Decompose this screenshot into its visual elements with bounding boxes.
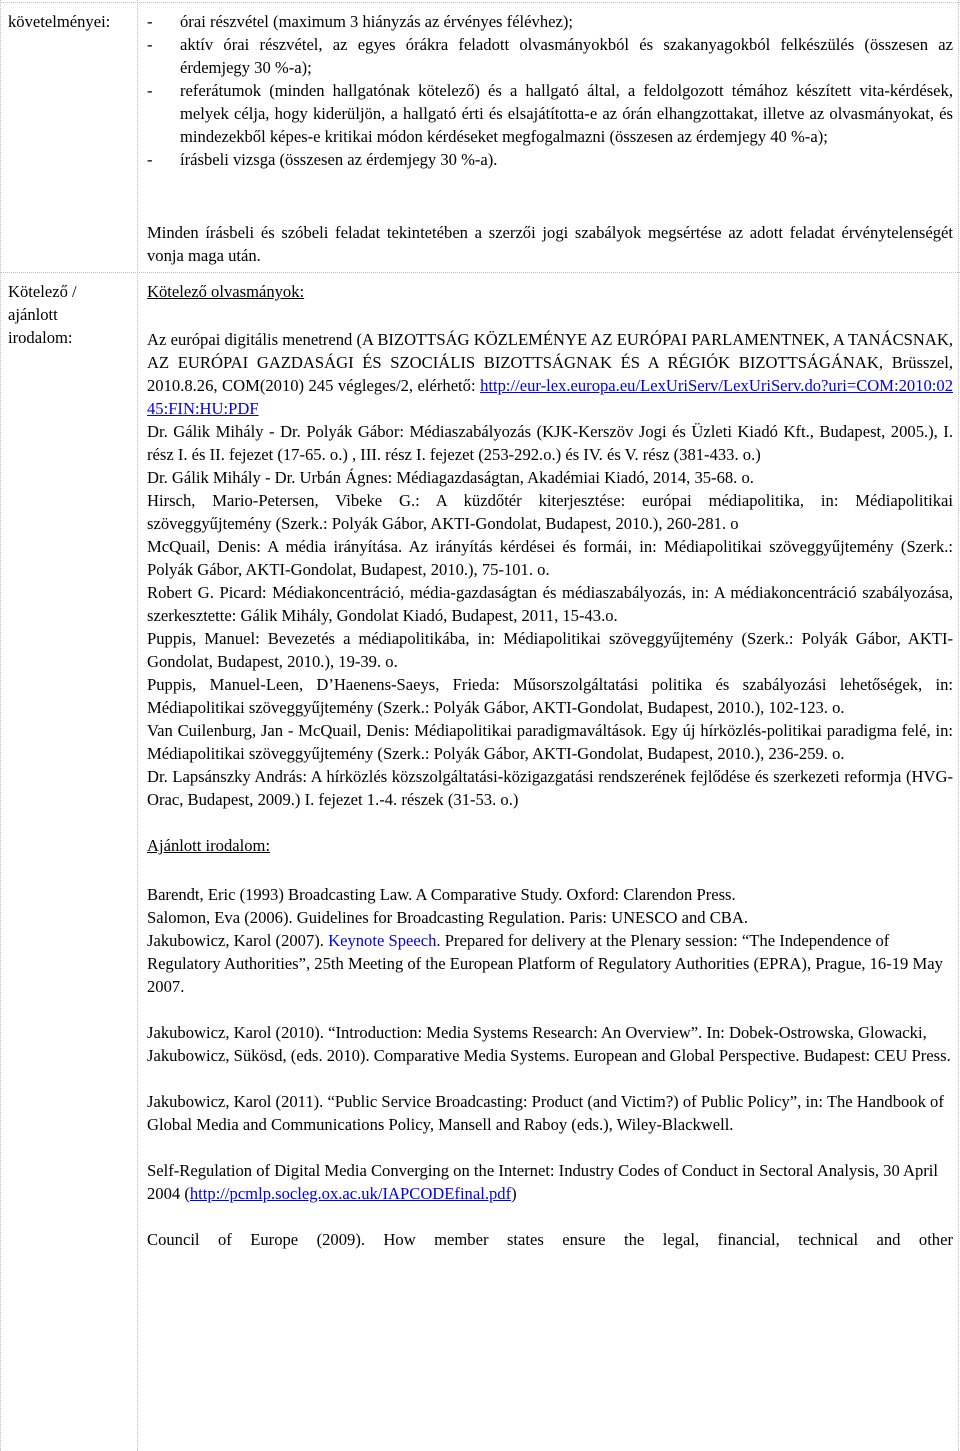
- recommended-item: [147, 929, 953, 998]
- reference-text: ): [511, 1184, 517, 1203]
- list-item: [147, 33, 953, 79]
- list-item-text: referátumok (minden hallgatónak kötelező) és a hallgató által, a feldolgozott témához készített vita-kérdések, melyek célja, hogy kiderüljön, a hallgató érti és elsajátította-e az órán elhangzottakat, illetve az olvasmányokat, és mindezekből képes-e kritikai módon kérdéseket megfogalmazni (összesen az érdemjegy 40 %-a);: [180, 81, 953, 146]
- requirements-cell: [147, 10, 953, 171]
- list-item: [147, 79, 953, 148]
- recommended-heading: [147, 834, 953, 857]
- mandatory-item: Dr. Gálik Mihály - Dr. Polyák Gábor: Médiaszabályozás (KJK-Kerszöv Jogi és Üzleti Kiadó Kft., Budapest, 2005.), I. rész I. és II. fejezet (17-65. o.) , III. rész I. fejezet (253-292.o.) és IV. és V. rész (381-433. o.): [147, 422, 953, 464]
- table-border-left: [0, 0, 1, 1451]
- literature-label-line: Kötelező /: [8, 282, 77, 301]
- recommended-item: Jakubowicz, Karol (2011). “Public Service Broadcasting: Product (and Victim?) of Public Policy”, in: The Handbook of Global Media and Communications Policy, Mansell and Raboy (eds.), Wiley-Blackwell.: [147, 1092, 944, 1134]
- recommended-item: Barendt, Eric (1993) Broadcasting Law. A Comparative Study. Oxford: Clarendon Press.: [147, 885, 736, 904]
- mandatory-item: Puppis, Manuel-Leen, D’Haenens-Saeys, Frieda: Műsorszolgáltatási politika és szabályozási lehetőségek, in: Médiapolitikai szöveggyűjtemény (Szerk.: Polyák Gábor, AKTI-Gondolat, Budapest, 2010.), 102-123. o.: [147, 675, 953, 717]
- list-item: [147, 10, 953, 33]
- reference-text: Prepared for delivery at the Plenary session: “The Independence of Regulatory Authorities”, 25th Meeting of the European Platform of Regulatory Authorities (EPRA), Prague, 16-19 May 2007.: [147, 931, 943, 996]
- list-item-text: írásbeli vizsga (összesen az érdemjegy 30 %-a).: [180, 150, 498, 169]
- reference-text: Az európai digitális menetrend (A BIZOTTSÁG KÖZLEMÉNYE AZ EURÓPAI PARLAMENTNEK, A TANÁCSNAK, AZ EURÓPAI GAZDASÁGI ÉS SZOCIÁLIS BIZOTTSÁGNAK ÉS A RÉGIÓK BIZOTTSÁGÁNAK, Brüsszel, 2010.8.26, COM(2010) 245 végleges/2, elérhető:: [147, 330, 953, 395]
- literature-label: [8, 280, 133, 349]
- reference-text: Self-Regulation of Digital Media Converging on the Internet: Industry Codes of Conduct in Sectoral Analysis, 30 April 2004 (: [147, 1161, 939, 1203]
- table-border-top: [0, 2, 960, 3]
- requirements-list: [147, 10, 953, 171]
- copyright-note: Minden írásbeli és szóbeli feladat tekintetében a szerzői jogi szabályok megsértése az adott feladat érvénytelenségét vonja maga után.: [147, 223, 953, 265]
- literature-label-line: irodalom:: [8, 328, 73, 347]
- list-item: [147, 148, 953, 171]
- mandatory-item: Dr. Lapsánszky András: A hírközlés közszolgáltatási-közigazgatási rendszerének fejlődése és szerkezeti reformja (HVG-Orac, Budapest, 2009.) I. fejezet 1.-4. részek (31-53. o.): [147, 767, 953, 809]
- reference-text: Jakubowicz, Karol (2007).: [147, 931, 324, 950]
- recommended-item: Salomon, Eva (2006). Guidelines for Broadcasting Regulation. Paris: UNESCO and CBA.: [147, 908, 748, 927]
- list-item-text: órai részvétel (maximum 3 hiányzás az érvényes félévhez);: [180, 12, 573, 31]
- mandatory-item: [147, 328, 953, 420]
- reference-link[interactable]: http://eur-lex.europa.eu/LexUriServ/LexUriServ.do?uri=COM:2010:0245:FIN:HU:PDF: [147, 376, 953, 418]
- mandatory-heading: [147, 280, 953, 303]
- spacer: [147, 857, 953, 883]
- recommended-item: [147, 1159, 953, 1205]
- keynote-link[interactable]: Keynote Speech.: [328, 931, 441, 950]
- mandatory-item: Robert G. Picard: Médiakoncentráció, média-gazdaságtan és médiaszabályozás, in: A médiakoncentráció szabályozása, szerkesztette: Gálik Mihály, Gondolat Kiadó, Budapest, 2011, 15-43.o.: [147, 583, 953, 625]
- recommended-heading-text: Ajánlott irodalom:: [147, 836, 271, 855]
- spacer: [147, 303, 953, 326]
- spacer: [147, 998, 953, 1021]
- list-item-text: aktív órai részvétel, az egyes órákra feladott olvasmányokból és szakanyagokból felkészülés (összesen az érdemjegy 30 %-a);: [180, 35, 953, 77]
- list-dash: -: [147, 150, 153, 169]
- spacer: [147, 1067, 953, 1090]
- spacer: [147, 1205, 953, 1228]
- mandatory-item: Puppis, Manuel: Bevezetés a médiapolitikába, in: Médiapolitikai szöveggyűjtemény (Szerk.: Polyák Gábor, AKTI-Gondolat, Budapest, 2010.), 19-39. o.: [147, 629, 953, 671]
- iapcode-link[interactable]: http://pcmlp.socleg.ox.ac.uk/IAPCODEfinal.pdf: [189, 1184, 512, 1203]
- spacer: [147, 1136, 953, 1159]
- literature-cell: [147, 280, 953, 1251]
- list-dash: -: [147, 12, 153, 31]
- table-border-mid: [137, 0, 138, 1451]
- list-dash: -: [147, 35, 153, 54]
- table-border-right: [958, 0, 959, 1451]
- mandatory-heading-text: Kötelező olvasmányok:: [147, 282, 305, 301]
- requirements-label: követelményei:: [8, 12, 111, 31]
- mandatory-item: Hirsch, Mario-Petersen, Vibeke G.: A küzdőtér kiterjesztése: európai médiapolitika, in: Médiapolitikai szöveggyűjtemény (Szerk.: Polyák Gábor, AKTI-Gondolat, Budapest, 2010.), 260-281. o: [147, 491, 953, 533]
- mandatory-item: McQuail, Denis: A média irányítása. Az irányítás kérdései és formái, in: Médiapolitikai szöveggyűjtemény (Szerk.: Polyák Gábor, AKTI-Gondolat, Budapest, 2010.), 75-101. o.: [147, 537, 953, 579]
- mandatory-item: Dr. Gálik Mihály - Dr. Urbán Ágnes: Médiagazdaságtan, Akadémiai Kiadó, 2014, 35-68. o.: [147, 468, 754, 487]
- list-dash: -: [147, 81, 153, 100]
- recommended-item: Jakubowicz, Karol (2010). “Introduction: Media Systems Research: An Overview”. In: Dobek-Ostrowska, Glowacki, Jakubowicz, Sükösd, (eds. 2010). Comparative Media Systems. European and Global Perspective. Budapest: CEU Press.: [147, 1023, 951, 1065]
- table-border-row: [0, 272, 960, 273]
- recommended-item: Council of Europe (2009). How member states ensure the legal, financial, technical and other: [147, 1230, 953, 1249]
- mandatory-item: Van Cuilenburg, Jan - McQuail, Denis: Médiapolitikai paradigmaváltások. Egy új hírközlés-politikai paradigma felé, in: Médiapolitikai szöveggyűjtemény (Szerk.: Polyák Gábor, AKTI-Gondolat, Budapest, 2010.), 236-259. o.: [147, 721, 953, 763]
- literature-label-line: ajánlott: [8, 305, 58, 324]
- spacer: [147, 811, 953, 834]
